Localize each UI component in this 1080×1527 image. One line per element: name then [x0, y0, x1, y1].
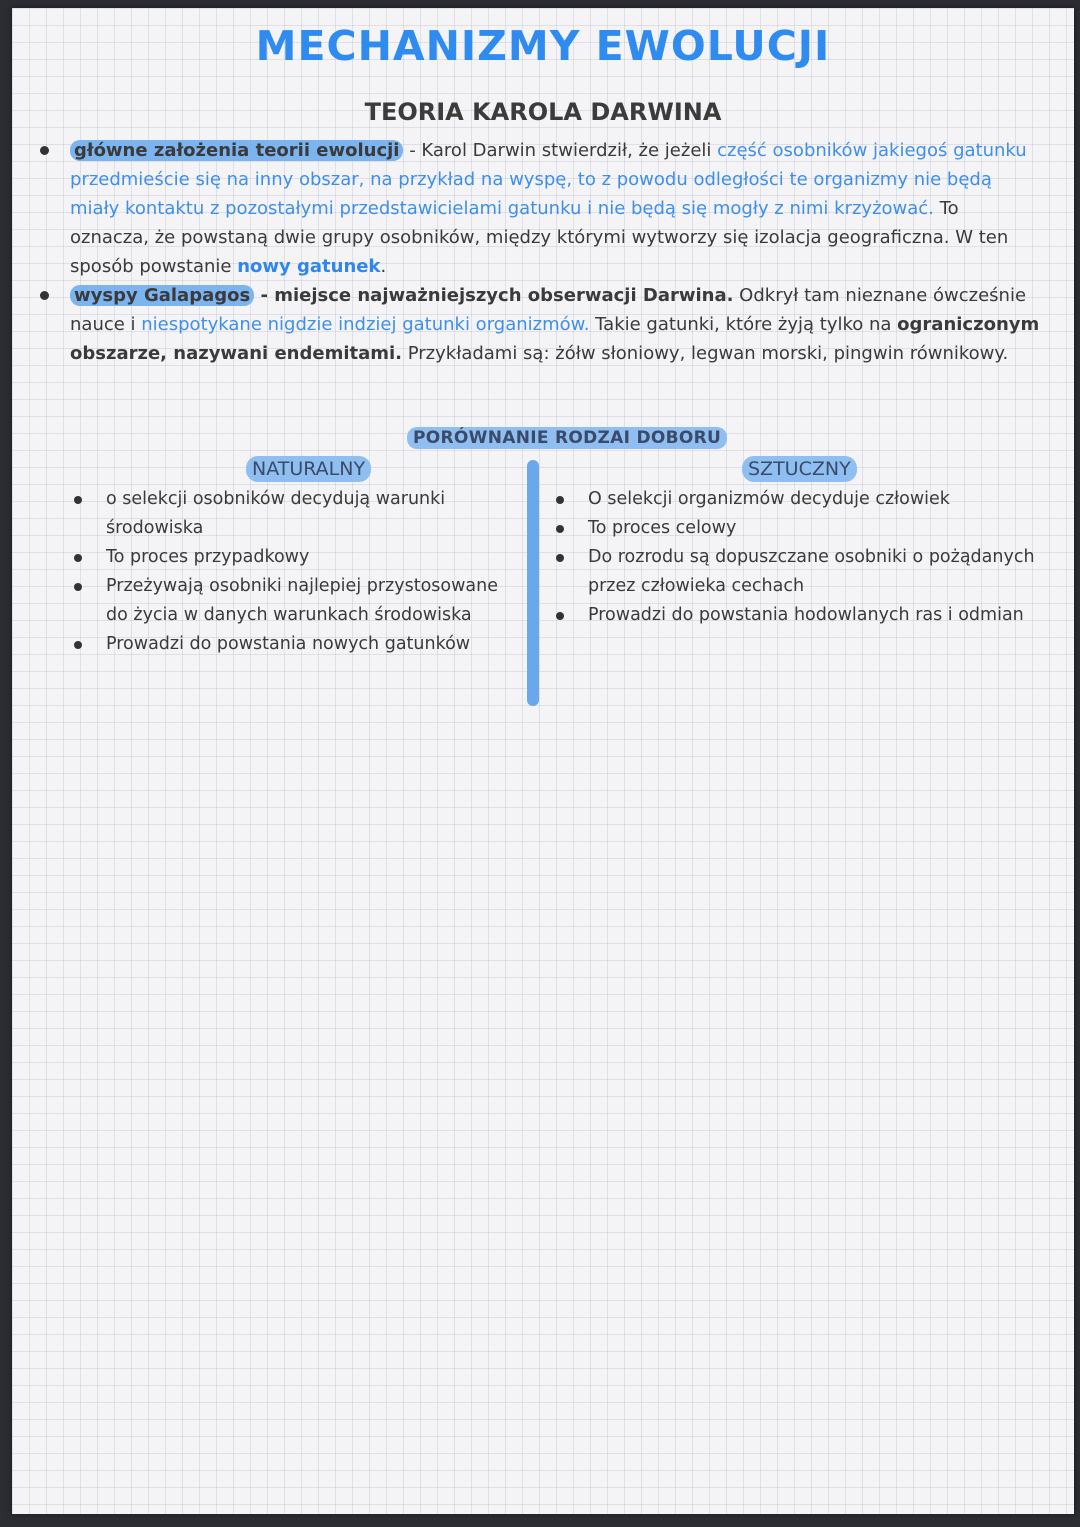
text-segment: Odkrył tam nieznane ówcześnie nauce i — [70, 285, 1027, 335]
notebook-page — [12, 8, 1074, 1514]
bullet-icon — [556, 612, 564, 620]
page-title: MECHANIZMY EWOLUCJI — [255, 22, 831, 70]
bullet-icon — [74, 554, 82, 562]
list-item — [552, 543, 1062, 601]
text-segment: - Karol Darwin stwierdził, że jeżeli — [403, 140, 718, 161]
text-segment: . — [380, 256, 387, 277]
bold-text-segment: ograniczonym obszarze, nazywani endemitami. — [70, 314, 1040, 364]
bullet-icon — [556, 554, 564, 562]
bullet-icon — [40, 146, 49, 155]
comparison-title: PORÓWNANIE RODZAI DOBORU — [407, 427, 727, 449]
bullet-icon — [74, 583, 82, 591]
blue-text-segment: niespotykane nigdzie indziej gatunki organizmów. — [141, 314, 590, 335]
main-points-list — [40, 136, 1040, 368]
bullet-icon — [556, 525, 564, 533]
list-item — [552, 514, 1062, 543]
column-divider — [527, 460, 539, 706]
bullet-icon — [74, 641, 82, 649]
list-item-text: To proces przypadkowy — [106, 547, 310, 567]
artificial-selection-heading: SZTUCZNY — [742, 456, 857, 482]
highlighted-term: wyspy Galapagos — [70, 285, 254, 306]
list-item-text: Prowadzi do powstania hodowlanych ras i odmian — [588, 605, 1024, 625]
natural-selection-list — [70, 485, 525, 659]
text-segment: Takie gatunki, które żyją tylko na — [589, 314, 898, 335]
list-item-evolution-theory — [40, 136, 1040, 281]
list-item — [70, 485, 525, 543]
list-item-galapagos — [40, 281, 1040, 368]
list-item — [70, 572, 525, 630]
text-segment: To oznacza, że powstaną dwie grupy osobników, między którymi wytworzy się izolacja geograficzna. W ten sposób powstanie — [70, 198, 1009, 277]
list-item-text: To proces celowy — [588, 518, 737, 538]
list-item-text: Do rozrodu są dopuszczane osobniki o pożądanych przez człowieka cechach — [588, 547, 1035, 596]
bullet-icon — [40, 291, 49, 300]
key-term-new-species: nowy gatunek — [237, 256, 381, 277]
section-subtitle: TEORIA KAROLA DARWINA — [364, 98, 722, 126]
text-segment: Przykładami są: żółw słoniowy, legwan morski, pingwin równikowy. — [402, 343, 1009, 364]
bullet-icon — [556, 496, 564, 504]
highlighted-term: główne założenia teorii ewolucji — [70, 140, 403, 161]
bullet-icon — [74, 496, 82, 504]
artificial-selection-list — [552, 485, 1062, 630]
list-item-text: o selekcji osobników decydują warunki środowiska — [106, 489, 446, 538]
list-item — [70, 543, 525, 572]
list-item — [552, 601, 1062, 630]
list-item-text: Prowadzi do powstania nowych gatunków — [106, 634, 471, 654]
blue-text-segment: część osobników jakiegoś gatunku przedmieście się na inny obszar, na przykład na wyspę, to z powodu odległości te organizmy nie będą miały kontaktu z pozostałymi przedstawicielami gatunku i nie będą się mogły z nimi krzyżować. — [70, 140, 1027, 219]
list-item — [552, 485, 1062, 514]
natural-selection-heading: NATURALNY — [246, 456, 371, 482]
bold-text-segment: - miejsce najważniejszych obserwacji Darwina. — [254, 285, 734, 306]
list-item-text: O selekcji organizmów decyduje człowiek — [588, 489, 950, 509]
list-item — [70, 630, 525, 659]
list-item-text: Przeżywają osobniki najlepiej przystosowane do życia w danych warunkach środowiska — [106, 576, 498, 625]
